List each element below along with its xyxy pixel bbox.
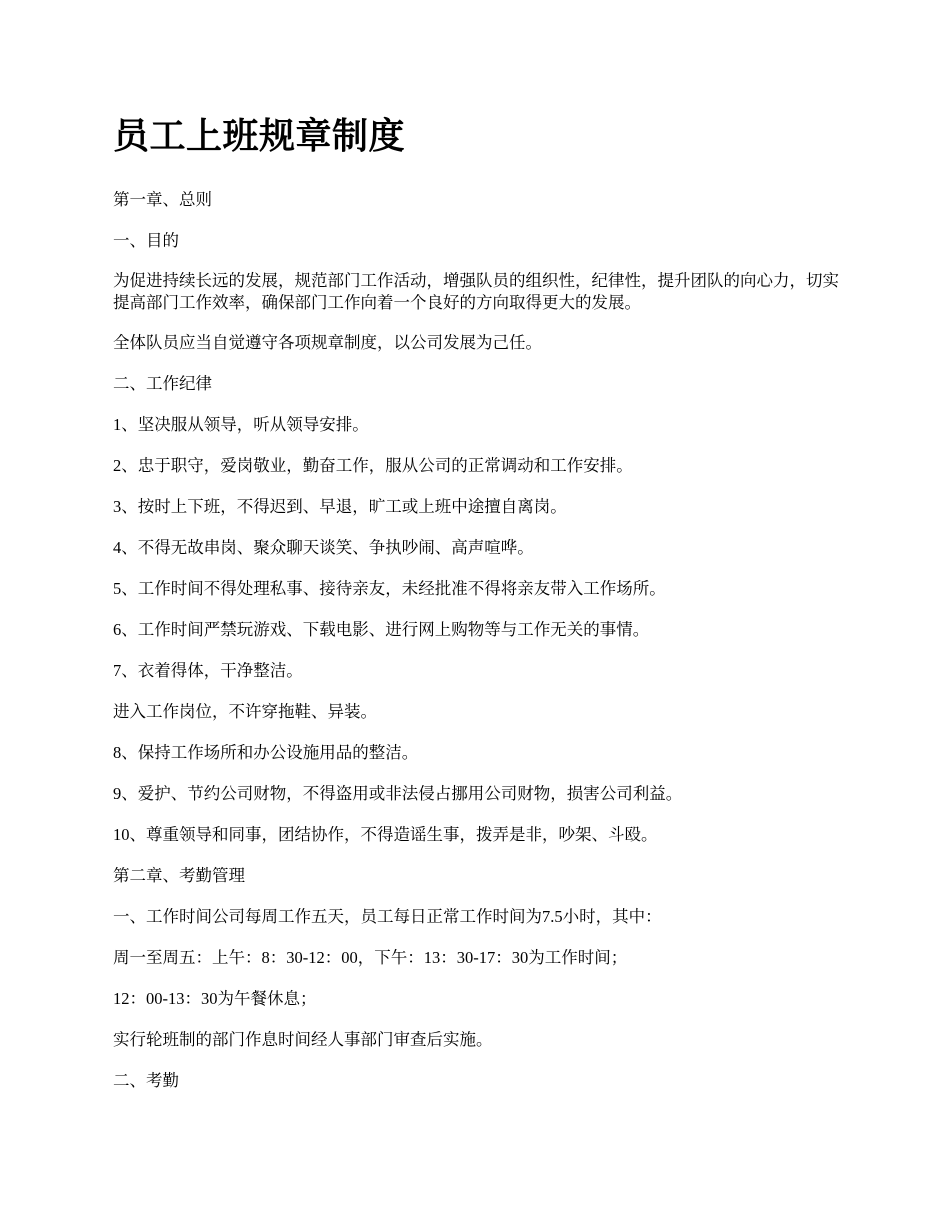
list-item: 6、工作时间严禁玩游戏、下载电影、进行网上购物等与工作无关的事情。: [113, 620, 650, 639]
list-item: 2、忠于职守，爱岗敬业，勤奋工作，服从公司的正常调动和工作安排。: [113, 456, 633, 475]
list-item: 5、工作时间不得处理私事、接待亲友，未经批准不得将亲友带入工作场所。: [113, 579, 666, 598]
chapter-heading: 第二章、考勤管理: [113, 866, 245, 885]
body-paragraph: 一、工作时间公司每周工作五天，员工每日正常工作时间为7.5小时，其中：: [113, 907, 662, 926]
list-item: 7、衣着得体，干净整洁。: [113, 661, 303, 680]
list-item: 8、保持工作场所和办公设施用品的整洁。: [113, 743, 419, 762]
chapter-heading: 第一章、总则: [113, 190, 212, 209]
list-item: 1、坚决服从领导，听从领导安排。: [113, 415, 369, 434]
document-title: 员工上班规章制度: [113, 116, 406, 156]
list-item: 3、按时上下班，不得迟到、早退，旷工或上班中途擅自离岗。: [113, 497, 567, 516]
list-item: 10、尊重领导和同事，团结协作，不得造谣生事，拨弄是非，吵架、斗殴。: [113, 825, 658, 844]
section-heading: 二、考勤: [113, 1071, 179, 1090]
document-page: [113, 110, 843, 1110]
body-paragraph: 为促进持续长远的发展，规范部门工作活动，增强队员的组织性，纪律性，提升团队的向心力，切实提高部门工作效率，确保部门工作向着一个良好的方向取得更大的发展。: [113, 271, 839, 312]
body-paragraph: 12：00-13：30为午餐休息；: [113, 989, 317, 1008]
body-paragraph: 全体队员应当自觉遵守各项规章制度，以公司发展为己任。: [113, 333, 542, 352]
section-heading: 二、工作纪律: [113, 374, 212, 393]
body-paragraph: 实行轮班制的部门作息时间经人事部门审查后实施。: [113, 1030, 493, 1049]
body-paragraph: 进入工作岗位，不许穿拖鞋、异装。: [113, 702, 377, 721]
list-item: 4、不得无故串岗、聚众聊天谈笑、争执吵闹、高声喧哗。: [113, 538, 534, 557]
list-item: 9、爱护、节约公司财物，不得盗用或非法侵占挪用公司财物，损害公司利益。: [113, 784, 683, 803]
body-paragraph: 周一至周五：上午：8：30-12：00，下午：13：30-17：30为工作时间；: [113, 948, 628, 967]
section-heading: 一、目的: [113, 231, 179, 250]
